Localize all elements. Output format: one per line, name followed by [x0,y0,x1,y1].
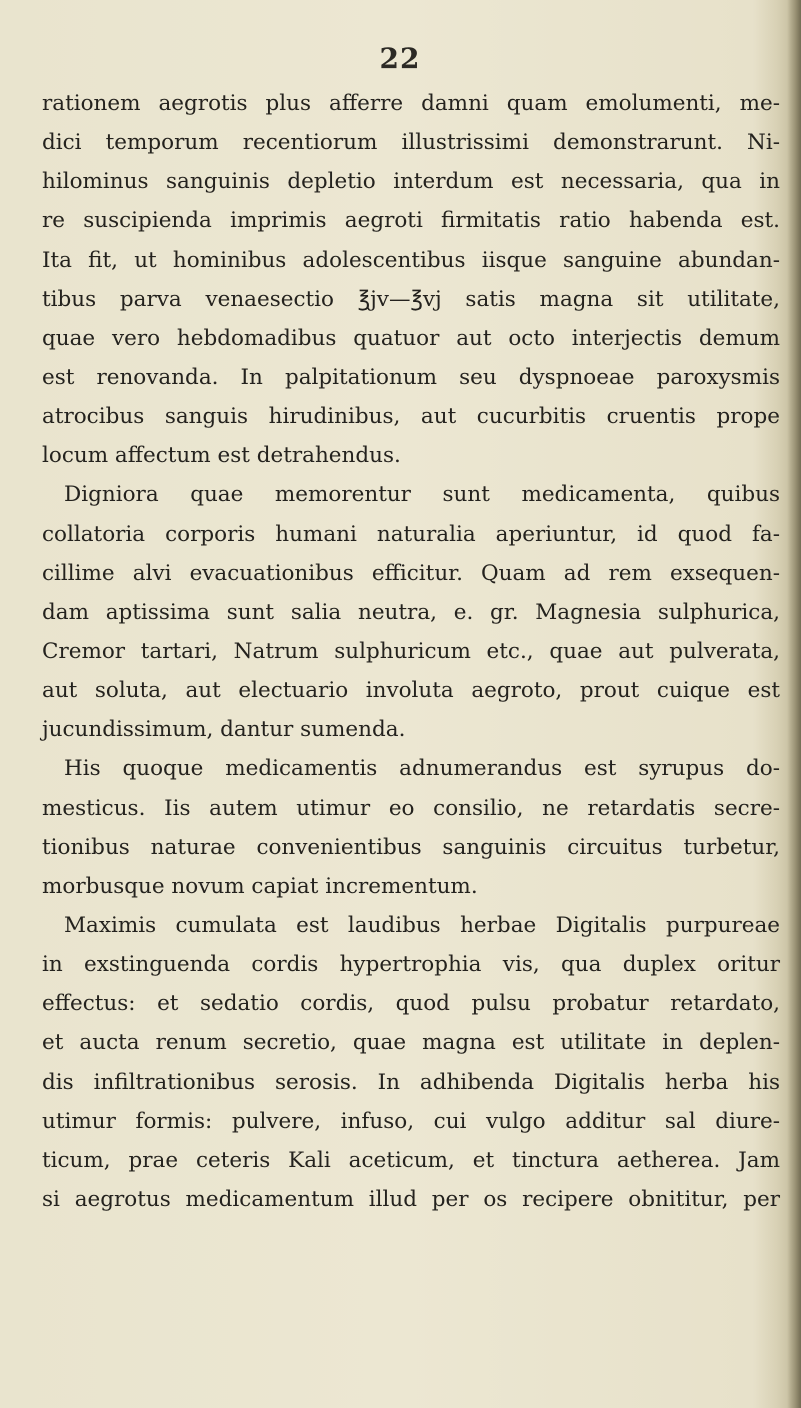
text-line: morbusque novum capiat incrementum. [42,873,478,899]
text-line: atrocibus sanguis hirudinibus, aut cucurbitis cruentis prope [42,404,780,430]
text-line: Digniora quae memorentur sunt medicamenta, quibus [64,482,780,508]
text-line: tionibus naturae convenientibus sanguinis circuitus turbetur, [42,834,780,860]
text-line: mesticus. Iis autem utimur eo consilio, ne retardatis secre- [42,795,780,821]
text-line: dici temporum recentiorum illustrissimi demonstrarunt. Ni- [42,130,780,156]
text-line: quae vero hebdomadibus quatuor aut octo interjectis demum [42,325,780,351]
page-number: 22 [379,42,421,75]
text-line: His quoque medicamentis adnumerandus est syrupus do- [64,756,780,782]
text-line: effectus: et sedatio cordis, quod pulsu probatur retardato, [42,991,780,1017]
text-line: Maximis cumulata est laudibus herbae Digitalis purpureae [64,912,780,938]
text-line: Ita fit, ut hominibus adolescentibus iisque sanguine abundan- [42,247,780,273]
text-line: collatoria corporis humani naturalia aperiuntur, id quod fa- [42,521,780,547]
text-line: et aucta renum secretio, quae magna est utilitate in deplen- [42,1030,780,1056]
text-line: hilominus sanguinis depletio interdum est necessaria, qua in [42,169,780,195]
text-line: jucundissimum, dantur sumenda. [42,717,406,743]
text-line: si aegrotus medicamentum illud per os recipere obnititur, per [42,1186,780,1212]
text-line: re suscipienda imprimis aegroti firmitatis ratio habenda est. [42,208,780,234]
text-line: dam aptissima sunt salia neutra, e. gr. Magnesia sulphurica, [42,599,780,625]
page-edge-shadow [787,0,801,1408]
text-line: Cremor tartari, Natrum sulphuricum etc., quae aut pulverata, [42,638,780,664]
body-text [42,84,780,1219]
text-line: est renovanda. In palpitationum seu dyspnoeae paroxysmis [42,364,780,390]
text-line: dis infiltrationibus serosis. In adhibenda Digitalis herba his [42,1069,780,1095]
text-line: utimur formis: pulvere, infuso, cui vulgo additur sal diure- [42,1108,780,1134]
text-line: aut soluta, aut electuario involuta aegroto, prout cuique est [42,678,780,704]
text-line: cillime alvi evacuationibus efficitur. Quam ad rem exsequen- [42,560,780,586]
text-line: ticum, prae ceteris Kali aceticum, et tinctura aetherea. Jam [42,1147,780,1173]
text-line: in exstinguenda cordis hypertrophia vis, qua duplex oritur [42,952,780,978]
text-line: locum affectum est detrahendus. [42,443,401,469]
text-line: rationem aegrotis plus afferre damni quam emolumenti, me- [42,91,780,116]
text-line: tibus parva venaesectio ℥jv—℥vj satis magna sit utilitate, [42,286,780,312]
